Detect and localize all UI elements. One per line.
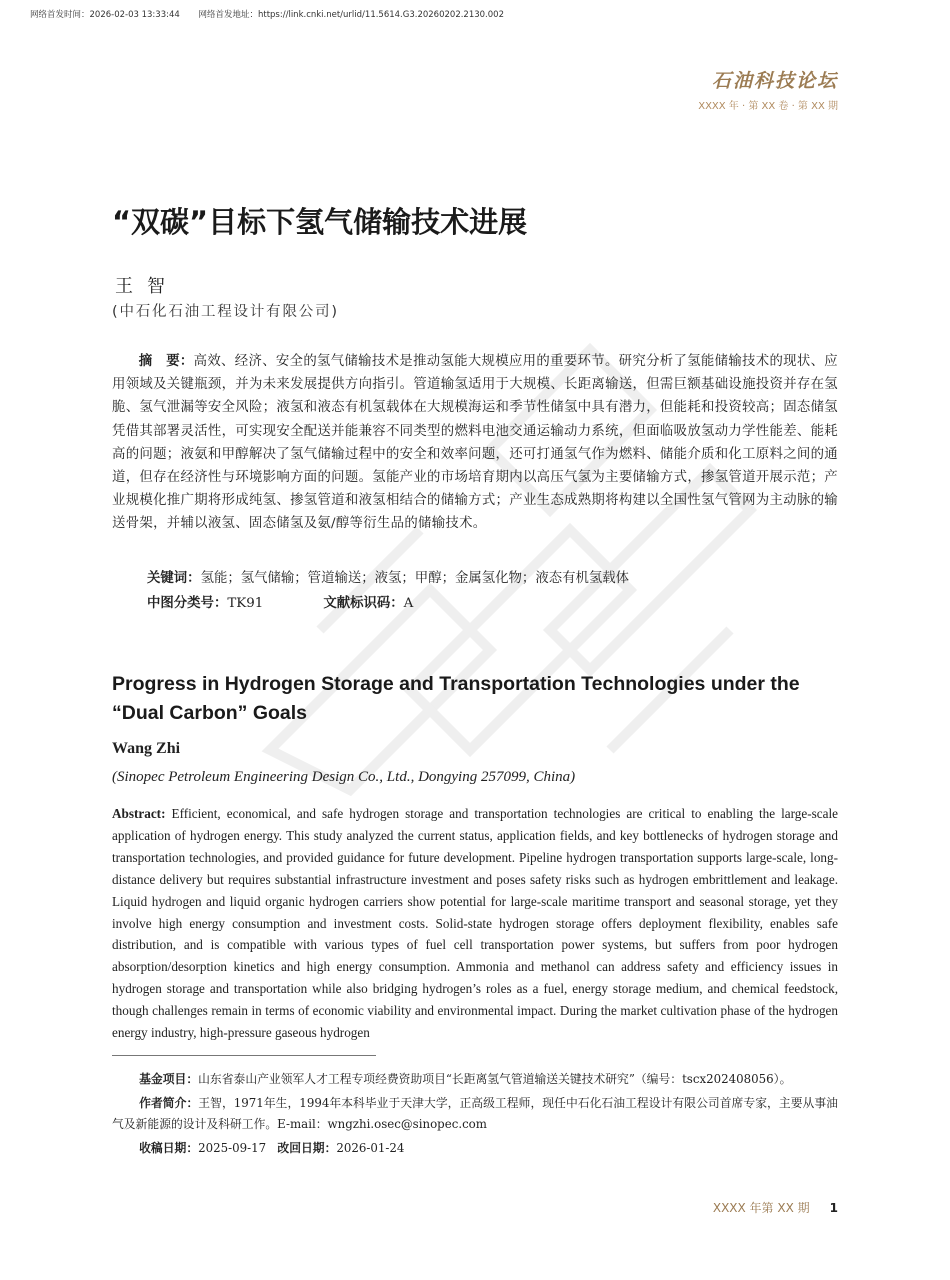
footer-issue: XXXX 年第 XX 期 bbox=[712, 1201, 810, 1215]
received-date: 2025-09-17 bbox=[198, 1140, 267, 1155]
article-title-en: Progress in Hydrogen Storage and Transportation Technologies under the “Dual Carbon” Goals bbox=[112, 673, 800, 724]
abstract-en-text: Efficient, economical, and safe hydrogen storage and transportation technologies are critical to enabling the large-scale application of hydrogen energy. This study analyzed the current status, application fields, and key bottlenecks of hydrogen storage and transportation technologies, and provided guidance for future development. Pipeline hydrogen transportation supports large-scale, long-distance delivery but requires substantial infrastructure investment and poses safety risks such as hydrogen embrittlement and leakage. Liquid hydrogen and liquid organic hydrogen carriers show potential for large-scale maritime transport and seasonal storage, yet they involve high energy consumption and investment costs. Solid-state hydrogen storage offers deployment flexibility, enables safe distribution, and is compatible with various types of fuel cell transportation power systems, but suffers from poor hydrogen absorption/desorption kinetics and high energy consumption. Ammonia and methanol can address safety and efficiency issues in hydrogen storage and transportation while also bridging hydrogen’s roles as a fuel, energy storage medium, and chemical feedstock, though challenges remain in terms of economic viability and environmental impact. During the market cultivation phase of the hydrogen energy industry, high-pressure gaseous hydrogen bbox=[112, 806, 839, 1041]
abstract-en-label: Abstract: bbox=[112, 806, 166, 821]
journal-name: 石油科技论坛 bbox=[711, 70, 838, 92]
doc-code-label: 文献标识码： bbox=[323, 596, 404, 611]
keywords-cn-text: 氢能；氢气储输；管道输送；液氢；甲醇；金属氢化物；液态有机氢载体 bbox=[200, 571, 630, 586]
article-title-cn: “双碳”目标下氢气储输技术进展 bbox=[112, 205, 528, 239]
author-note bbox=[112, 1093, 838, 1136]
page-footer bbox=[713, 1199, 838, 1216]
footnotes bbox=[112, 1069, 838, 1161]
footnote-divider bbox=[112, 1055, 376, 1056]
abstract-cn bbox=[112, 350, 838, 536]
author-bio-text: 王智，1971年生，1994年本科毕业于天津大学，正高级工程师，现任中石化石油工程设计有限公司首席专家，主要从事油气及新能源的设计及科研工作。E-mail：wngzhi.osec@sinopec.com bbox=[112, 1095, 838, 1131]
online-publish-info bbox=[30, 8, 520, 20]
fund-note bbox=[112, 1069, 838, 1091]
revised-date: 2026-01-24 bbox=[336, 1140, 405, 1155]
affiliation-en: (Sinopec Petroleum Engineering Design Co., Ltd., Dongying 257099, China) bbox=[112, 769, 576, 785]
author-bio-label: 作者简介： bbox=[139, 1095, 199, 1110]
clc-label: 中图分类号： bbox=[147, 596, 228, 611]
dates-note bbox=[112, 1138, 838, 1160]
author-en: Wang Zhi bbox=[112, 740, 181, 757]
author-cn: 王智 bbox=[115, 276, 179, 297]
journal-masthead bbox=[698, 66, 838, 112]
journal-issue: XXXX 年 · 第 XX 卷 · 第 XX 期 bbox=[698, 101, 838, 112]
fund-text: 山东省泰山产业领军人才工程专项经费资助项目“长距离氢气管道输送关键技术研究”（编号：tscx202408056）。 bbox=[198, 1072, 792, 1086]
online-publish-url[interactable]: 网络首发地址：https://link.cnki.net/urlid/11.5614.G3.20260202.2130.002 bbox=[198, 10, 504, 20]
received-label: 收稿日期： bbox=[139, 1140, 199, 1155]
revised-label: 改回日期： bbox=[277, 1140, 337, 1155]
page-number: 1 bbox=[829, 1201, 838, 1215]
abstract-cn-label: 摘 要： bbox=[138, 354, 194, 369]
online-publish-time: 网络首发时间：2026-02-03 13:33:44 bbox=[30, 10, 180, 20]
classification-cn bbox=[147, 592, 413, 611]
affiliation-cn: (中石化石油工程设计有限公司) bbox=[112, 304, 339, 320]
doc-code-value: A bbox=[403, 596, 414, 611]
keywords-cn bbox=[147, 567, 629, 586]
clc-value: TK91 bbox=[227, 596, 264, 611]
abstract-cn-text: 高效、经济、安全的氢气储输技术是推动氢能大规模应用的重要环节。研究分析了氢能储输技术的现状、应用领域及关键瓶颈，并为未来发展提供方向指引。管道输氢适用于大规模、长距离输送，但需巨额基础设施投资并存在氢脆、氢气泄漏等安全风险；液氢和液态有机氢载体在大规模海运和季节性储氢中具有潜力，但能耗和投资较高；固态储氢凭借其部署灵活性，可实现安全配送并能兼容不同类型的燃料电池交通运输动力系统，但面临吸放氢动力学性能差、能耗高的问题；液氨和甲醇解决了氢气储输过程中的安全和效率问题，还可打通氢气作为燃料、储能介质和化工原料之间的通道，但存在经济性与环境影响方面的问题。氢能产业的市场培育期内以高压气氢为主要储输方式，掺氢管道开展示范；产业规模化推广期将形成纯氢、掺氢管道和液氢相结合的储输方式；产业生态成熟期将构建以全国性氢气管网为主动脉的输送骨架，并辅以液氢、固态储氢及氨/醇等衍生品的储输技术。 bbox=[112, 354, 838, 532]
fund-label: 基金项目： bbox=[139, 1072, 199, 1086]
keywords-cn-label: 关键词： bbox=[147, 571, 201, 586]
abstract-en bbox=[112, 803, 838, 1044]
